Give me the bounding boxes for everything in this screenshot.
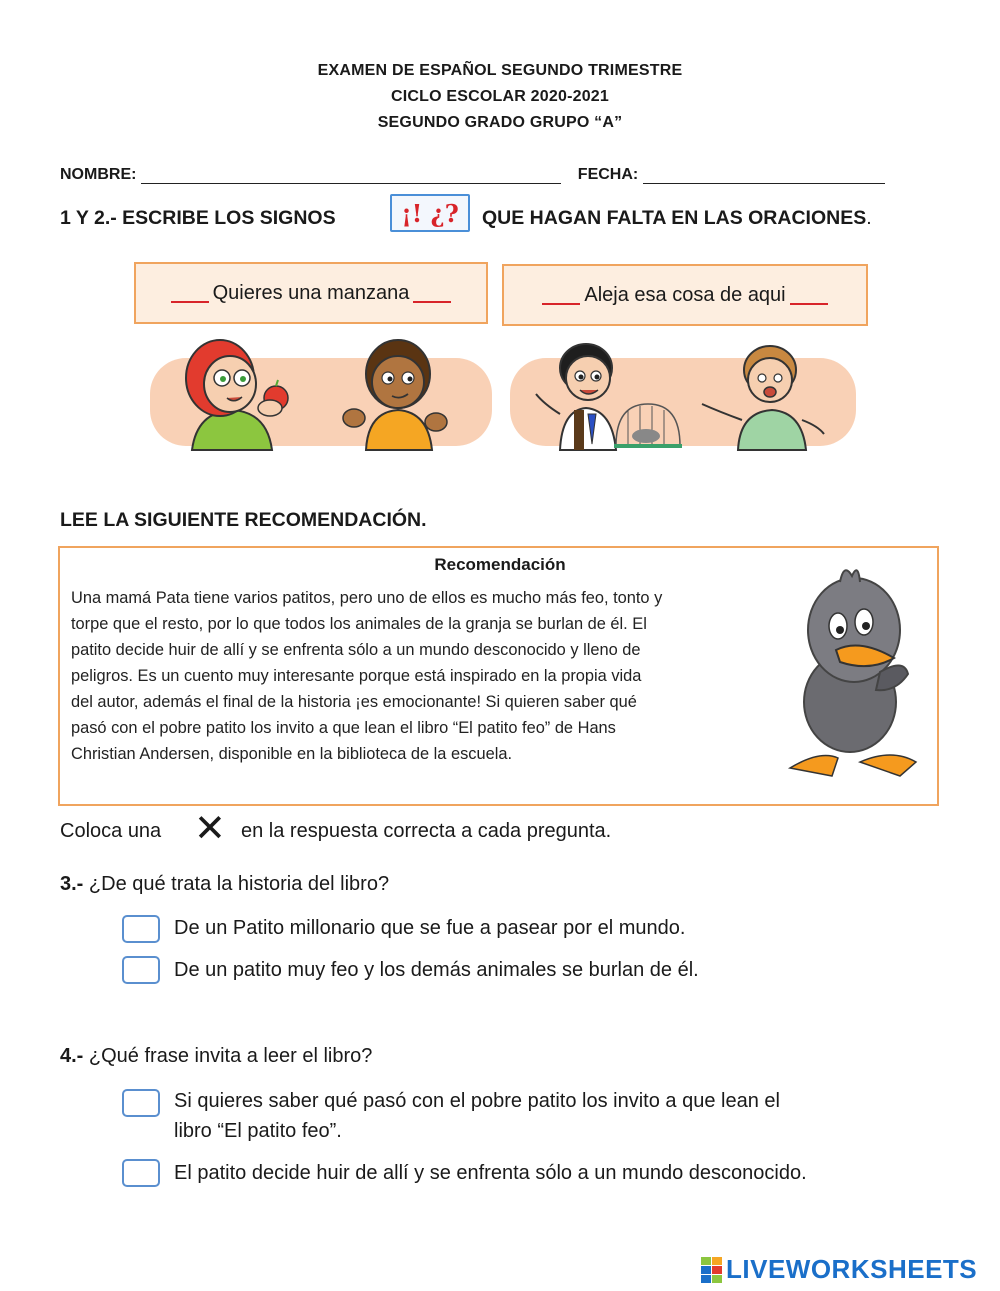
question-3-text: ¿De qué trata la historia del libro? [88, 873, 390, 895]
instruction-period: . [866, 207, 872, 229]
date-label: FECHA: [577, 166, 639, 183]
scared-boy-illustration [694, 334, 844, 452]
sentence2-start-blank[interactable] [542, 285, 580, 305]
q4-option-2-text: El patito decide huir de allí y se enfrenta sólo a un mundo desconocido. [174, 1162, 807, 1184]
question-3 [60, 873, 389, 896]
recommendation-line: del autor, además el final de la historia ¡es emocionante! Si quieren saber qué [71, 693, 637, 711]
q3-option-2-checkbox[interactable] [122, 956, 160, 984]
instruction-signs-end [482, 207, 872, 230]
exam-title: EXAMEN DE ESPAÑOL SEGUNDO TRIMESTRE [317, 62, 683, 79]
q3-option-1-checkbox[interactable] [122, 915, 160, 943]
grade-group: SEGUNDO GRADO GRUPO “A” [377, 114, 623, 131]
recommendation-line: pasó con el pobre patito los invito a que lean el libro “El patito feo” de Hans [71, 719, 616, 737]
q4-option-1-text [174, 1086, 780, 1146]
q4-option-1-checkbox[interactable] [122, 1089, 160, 1117]
sentence1-start-blank[interactable] [171, 283, 209, 303]
q3-option-2-text: De un patito muy feo y los demás animales se burlan de él. [174, 959, 699, 981]
liveworksheets-logo-icon [700, 1256, 724, 1284]
name-label: NOMBRE: [60, 166, 137, 183]
instruction-end-text: QUE HAGAN FALTA EN LAS ORACIONES [482, 207, 867, 229]
boy-illustration [336, 334, 456, 452]
recommendation-line: Christian Andersen, disponible en la biblioteca de la escuela. [71, 745, 513, 763]
instruction-after: en la respuesta correcta a cada pregunta. [241, 820, 612, 842]
name-field[interactable] [141, 167, 561, 184]
signs-text: ¡! ¿? [401, 198, 459, 228]
question-4 [60, 1045, 372, 1068]
q4-option-1-line-2: libro “El patito feo”. [174, 1120, 342, 1142]
signs-icon [390, 194, 470, 232]
recommendation-text [71, 585, 791, 767]
recommendation-line: Una mamá Pata tiene varios patitos, pero uno de ellos es mucho más feo, tonto y [71, 589, 663, 607]
question-4-text: ¿Qué frase invita a leer el libro? [88, 1045, 373, 1067]
sentence2-text: Aleja esa cosa de aqui [584, 283, 786, 306]
sentence-box-2 [502, 264, 868, 326]
boy-cage-illustration [530, 334, 690, 452]
sentence1-text: Quieres una manzana [212, 281, 410, 304]
recommendation-line: peligros. Es un cuento muy interesante porque está inspirado en la propia vida [71, 667, 642, 685]
x-mark-icon: ✕ [194, 806, 226, 850]
recommendation-title: Recomendación [434, 555, 566, 574]
instruction-before: Coloca una [60, 820, 162, 842]
instruction-line [60, 820, 161, 843]
sentence-box-1 [134, 262, 488, 324]
sentence2-end-blank[interactable] [790, 285, 828, 305]
school-cycle: CICLO ESCOLAR 2020-2021 [390, 88, 609, 105]
section-reading-heading: LEE LA SIGUIENTE RECOMENDACIÓN. [60, 509, 427, 531]
date-field[interactable] [643, 167, 885, 184]
girl-apple-illustration [172, 334, 302, 452]
instruction-signs-start: 1 Y 2.- ESCRIBE LOS SIGNOS [60, 207, 336, 229]
liveworksheets-logo-text: LIVEWORKSHEETS [726, 1254, 978, 1284]
name-row [60, 166, 885, 184]
ugly-duckling-illustration [780, 562, 930, 784]
sentence1-end-blank[interactable] [413, 283, 451, 303]
question-3-number: 3.- [60, 873, 84, 895]
q4-option-1-line-1: Si quieres saber qué pasó con el pobre patito los invito a que lean el [174, 1090, 780, 1112]
recommendation-line: torpe que el resto, por lo que todos los animales de la granja se burlan de él. El [71, 615, 647, 633]
question-4-number: 4.- [60, 1045, 84, 1067]
q4-option-2-checkbox[interactable] [122, 1159, 160, 1187]
recommendation-line: patito decide huir de allí y se enfrenta sólo a un mundo desconocido y lleno de [71, 641, 641, 659]
q3-option-1-text: De un Patito millonario que se fue a pasear por el mundo. [174, 917, 686, 939]
